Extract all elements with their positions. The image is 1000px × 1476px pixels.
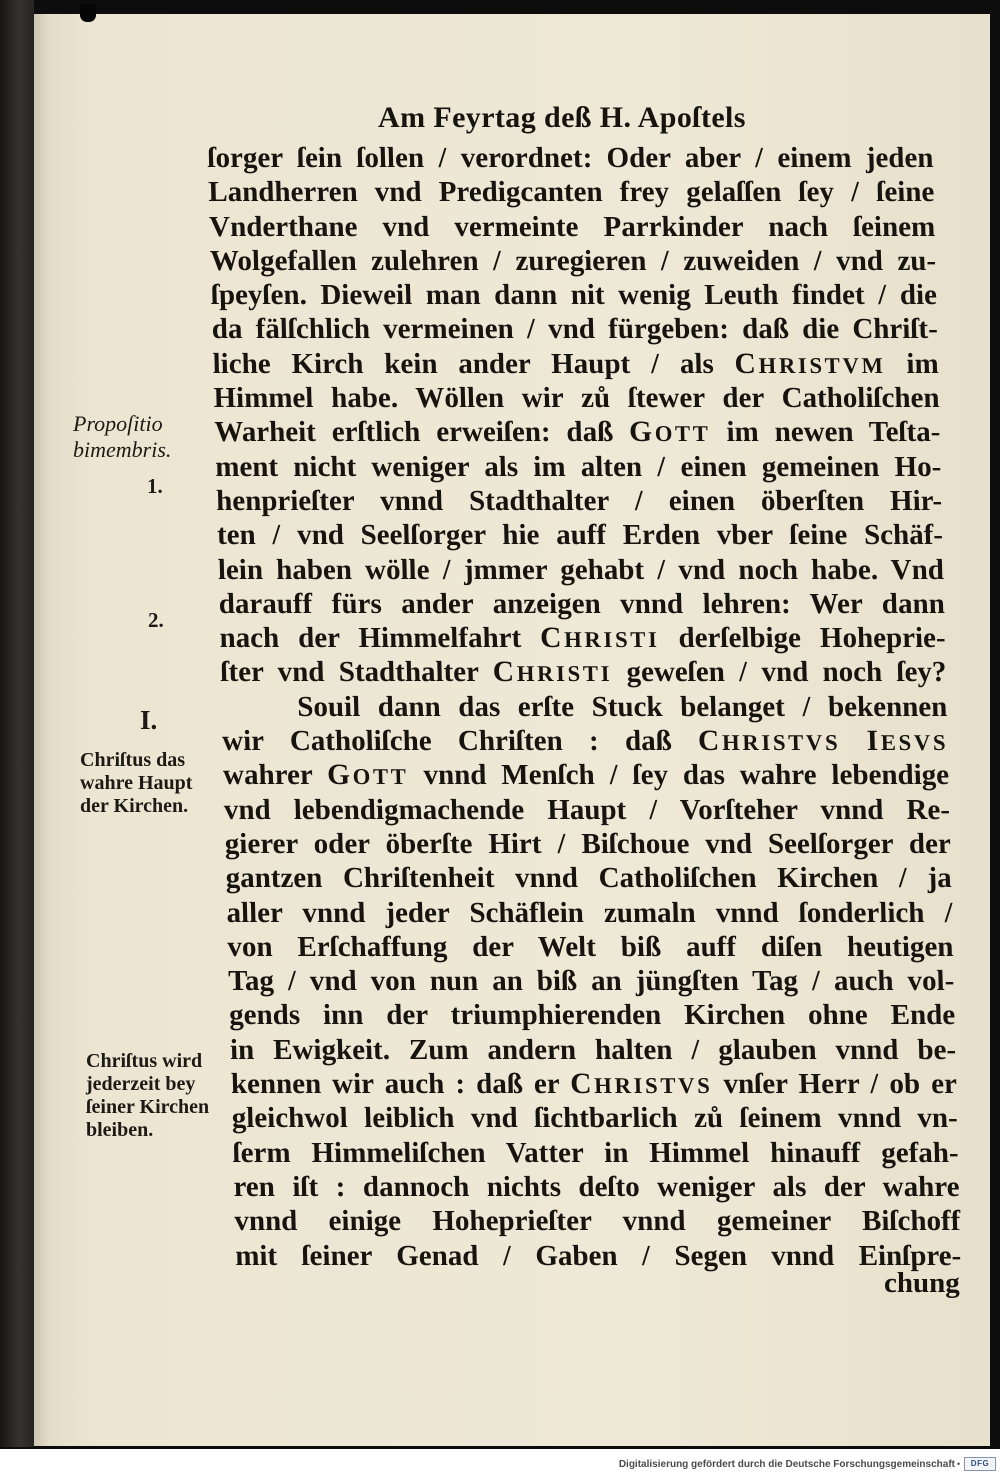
margin-roman-numeral: I. [140,705,158,735]
funding-credit: Digitalisierung gefördert durch die Deutsche Forschungsgemeinschaft [618,1459,955,1470]
margin-note-christus-bleiben [86,1050,209,1142]
text-line [226,896,953,930]
line-text: wahrer [222,759,328,792]
footer-separator: • [957,1459,961,1469]
line-text: liche Kirch kein ander Haupt / als [212,347,735,380]
margin-note-line: Chriſtus wird [86,1050,203,1072]
small-caps-name: CHRISTVS [697,725,841,758]
line-text: Himmel habe. Wöllen wir zů ſtewer der Catholiſchen [213,382,940,415]
small-caps-name: CHRISTI [492,656,613,689]
text-line [223,793,950,827]
text-line [231,1101,958,1135]
line-text: ren iſt : dannoch nichts deſto weniger als der wahre [233,1170,960,1203]
text-line [208,175,935,209]
line-text: gierer oder öberſte Hirt / Biſchoue vnd Seelſorger der [224,827,952,860]
line-text: henprieſter vnnd Stadthalter / einen öberſten Hir- [215,484,943,517]
text-line [209,210,936,244]
text-line [215,450,942,484]
line-text: von Erſchaffung der Welt biß auff diſen heutigen [226,930,954,963]
text-line [217,553,944,587]
margin-note-line: bimembris. [73,437,172,462]
margin-note-line: bleiben. [86,1119,154,1141]
line-text: Wolgefallen zulehren / zuregieren / zuweiden / vnd zu- [209,244,937,277]
text-line [214,415,941,449]
text-line-paragraph-start [221,690,948,724]
text-line [207,141,934,175]
margin-note-line: Chriſtus das [80,749,186,771]
text-line [212,347,939,381]
binding-mark [80,4,96,22]
text-line [211,312,938,346]
line-text: darauff fürs ander anzeigen vnnd lehren: Wer dann [218,587,946,620]
line-text: ment nicht weniger als im alten / einen gemeinen Ho- [214,450,942,483]
margin-number-1: 1. [147,474,163,498]
margin-note-line: wahre Haupt [80,772,193,794]
text-line [228,964,955,998]
text-line [235,1239,962,1273]
line-text: ſter vnd Stadthalter [220,656,494,689]
text-line [218,587,945,621]
line-text: Souil dann das erſte Stuck belanget / bekennen [296,690,948,723]
line-text: vnnd Menſch / ſey das wahre lebendige [408,759,950,792]
line-text: im [885,347,940,380]
margin-note-line: der Kirchen. [80,795,189,817]
text-line [227,930,954,964]
small-caps-name: CHRISTVS [569,1068,713,1101]
adjacent-page-gutter [0,0,34,1447]
text-line [217,518,944,552]
text-line [216,484,943,518]
running-head: Am Feyrtag deß H. Apoſtels [378,101,746,134]
text-line [210,244,937,278]
margin-note-propositio [73,411,171,463]
line-text [840,725,867,757]
line-text: lein haben wölle / jmmer gehabt / vnd noch habe. Vnd [217,553,945,586]
line-text: gends inn der triumphierenden Kirchen ohne Ende [228,999,956,1032]
text-line [229,998,956,1032]
line-text: kennen wir auch : daß er [230,1068,571,1101]
body-text [207,141,962,1273]
small-caps-name: CHRISTVM [734,347,886,380]
line-text: geweſen / vnd noch ſey? [611,656,947,689]
line-text: vnſer Herr / ob er [712,1068,958,1101]
text-line [234,1204,961,1238]
line-text: derſelbige Hoheprie- [659,622,946,655]
dfg-logo: DFG [964,1457,996,1471]
text-line [225,861,952,895]
text-line [219,621,946,655]
line-text: Warheit erſtlich erweiſen: daß [213,416,630,449]
line-text: ten / vnd Seelſorger hie auff Erden vber ſeine Schäf- [216,519,944,552]
line-text: mit ſeiner Genad / Gaben / Segen vnnd Einſpre- [234,1239,962,1272]
small-caps-name: CHRISTI [539,622,660,655]
catchword: chung [884,1267,960,1299]
line-text: gleichwol leiblich vnd ſichtbarlich zů ſeinem vnnd vn- [231,1102,959,1135]
text-line [230,1033,957,1067]
line-text: im newen Teſta- [710,416,941,449]
line-text: aller vnnd jeder Schäflein zumaln vnnd ſonderlich / [226,896,953,929]
line-text: ſpeyſen. Dieweil man dann nit wenig Leuth findet / die [210,279,938,312]
line-text: ſorger ſein ſollen / verordnet: Oder aber / einem jeden [207,142,934,174]
text-line [230,1067,957,1101]
line-text: in Ewigkeit. Zum andern halten / glauben vnnd be- [229,1033,957,1066]
line-text: da fälſchlich vermeinen / vnd fürgeben: daß die Chriſt- [211,313,939,346]
text-line [213,381,940,415]
small-caps-name: GOTT [628,416,711,449]
line-text: wir Catholiſche Chriſten : daß [221,725,699,758]
line-text: Tag / vnd von nun an biß an jüngſten Tag / auch vol- [227,965,955,998]
margin-number-2: 2. [148,608,164,632]
text-line [232,1136,959,1170]
text-line [223,758,950,792]
text-line [224,827,951,861]
margin-note-line: Propoſitio [73,411,163,436]
line-text: ſerm Himmeliſchen Vatter in Himmel hinauff gefah- [232,1136,960,1169]
line-text: vnnd einige Hoheprieſter vnnd gemeiner Biſchoff [233,1205,961,1238]
line-text: nach der Himmelfahrt [219,622,541,655]
text-line [233,1170,960,1204]
text-line [220,655,947,689]
digitization-footer [0,1449,1000,1476]
text-line [210,278,937,312]
line-text: gantzen Chriſtenheit vnnd Catholiſchen Kirchen / ja [225,862,953,895]
margin-note-christus-haupt [80,749,192,818]
line-text: vnd lebendigmachende Haupt / Vorſteher vnnd Re- [223,793,951,826]
small-caps-name: GOTT [326,759,409,792]
line-text: Vnderthane vnd vermeinte Parrkinder nach ſeinem [208,210,936,243]
margin-note-line: jederzeit bey [86,1073,196,1095]
line-text: Landherren vnd Predigcanten frey gelaſſen ſey / ſeine [207,176,935,209]
text-line [222,724,949,758]
margin-note-line: ſeiner Kirchen [86,1096,210,1118]
small-caps-name: IESVS [866,725,949,758]
